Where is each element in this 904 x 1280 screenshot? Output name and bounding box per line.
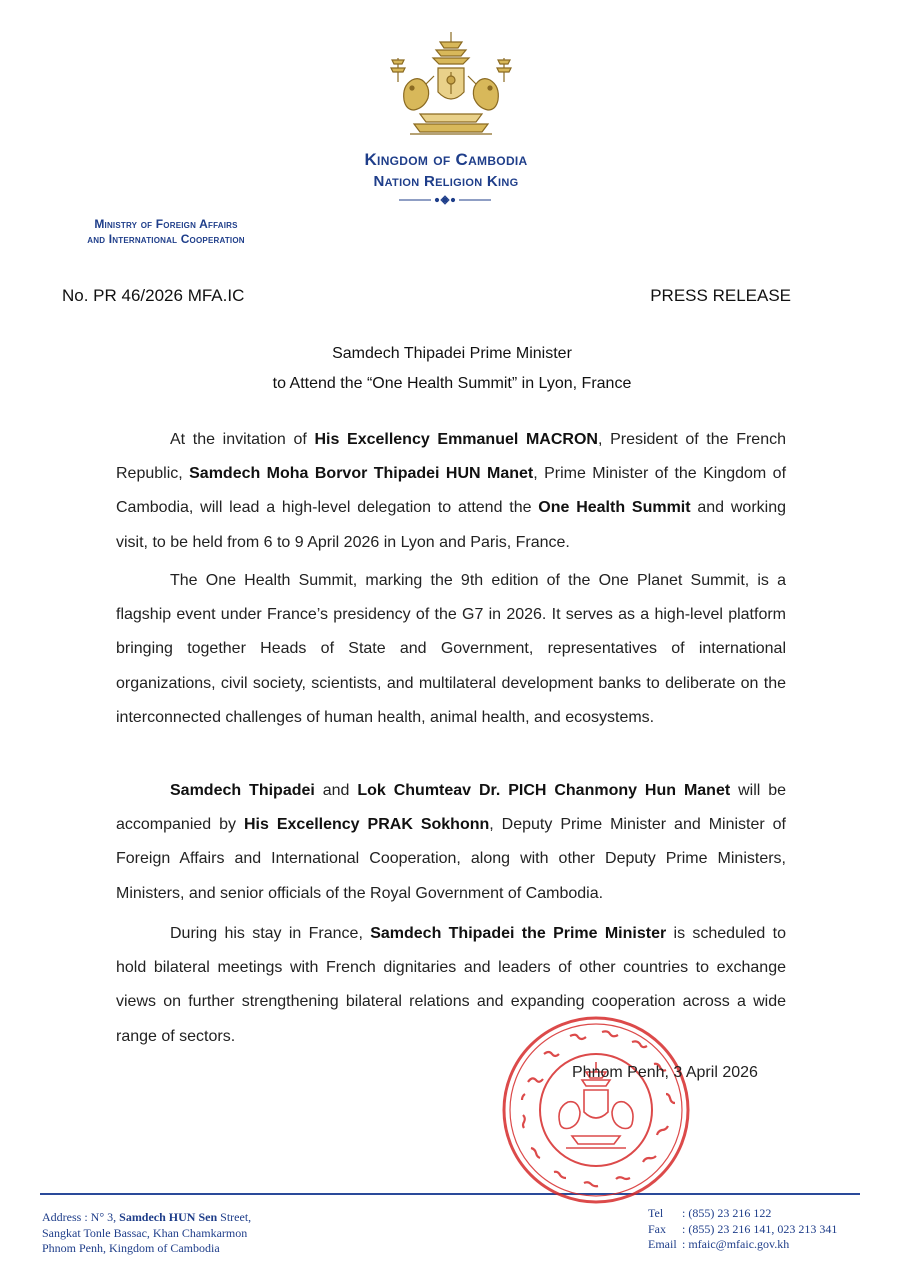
ministry-seal-stamp-icon bbox=[498, 1012, 694, 1208]
ministry-line-1: Ministry of Foreign Affairs bbox=[94, 217, 238, 231]
footer-contact bbox=[648, 1206, 888, 1253]
contact-tel: Tel : (855) 23 216 122 bbox=[648, 1206, 772, 1220]
footer-address bbox=[42, 1210, 372, 1257]
contact-fax: Fax : (855) 23 216 141, 023 213 341 bbox=[648, 1221, 838, 1236]
title-line-2: to Attend the “One Health Summit” in Lyon, France bbox=[272, 375, 632, 392]
body-paragraph-4: During his stay in France, Samdech Thipadei the Prime Minister is scheduled to hold bilateral meetings with French dignitaries and leaders of other countries to exchange views on further strengthening bilateral relations and expanding cooperation across a wide range of sectors. bbox=[116, 925, 786, 1045]
body-paragraph-2: The One Health Summit, marking the 9th edition of the One Planet Summit, is a flagship event under France’s presidency of the G7 in 2026. It serves as a high-level platform bringing together Heads of State and Government, representatives of international organizations, civil society, scientists, and multilateral development banks to deliberate on the interconnected challenges of human health, animal health, and ecosystems. bbox=[116, 572, 786, 726]
footer-divider bbox=[40, 1193, 860, 1195]
reference-number: No. PR 46/2026 MFA.IC bbox=[62, 286, 245, 305]
ministry-line-2: and International Cooperation bbox=[87, 232, 245, 246]
place-and-date: Phnom Penh, 3 April 2026 bbox=[572, 1064, 758, 1081]
kingdom-title: Kingdom of Cambodia bbox=[364, 150, 528, 169]
body-paragraph-1: At the invitation of His Excellency Emmanuel MACRON, President of the French Republic, Samdech Moha Borvor Thipadei HUN Manet, Prime Minister of the Kingdom of Cambodia, will lead a high-level delegation to attend the One Health Summit and working visit, to be held from 6 to 9 April 2026 in Lyon and Paris, France. bbox=[116, 431, 787, 551]
document-type: PRESS RELEASE bbox=[650, 286, 791, 305]
address-line-2: Sangkat Tonle Bassac, Khan Chamkarmon bbox=[42, 1225, 248, 1240]
address-line-3: Phnom Penh, Kingdom of Cambodia bbox=[42, 1241, 220, 1255]
royal-coat-of-arms-icon bbox=[390, 28, 512, 140]
title-line-1: Samdech Thipadei Prime Minister bbox=[332, 345, 572, 362]
ministry-name bbox=[36, 217, 296, 247]
address-line-1: Address : N° 3, Samdech HUN Sen Street, bbox=[42, 1210, 252, 1224]
national-motto: Nation Religion King bbox=[373, 173, 519, 190]
contact-email: Email : mfaic@mfaic.gov.kh bbox=[648, 1237, 790, 1251]
body-paragraph-3: Samdech Thipadei and Lok Chumteav Dr. PICH Chanmony Hun Manet will be accompanied by His Excellency PRAK Sokhonn, Deputy Prime Minister and Minister of Foreign Affairs and International Cooperation, along with other Deputy Prime Ministers, Ministers, and senior officials of the Royal Government of Cambodia. bbox=[116, 782, 787, 902]
ornamental-divider-icon bbox=[397, 194, 493, 206]
